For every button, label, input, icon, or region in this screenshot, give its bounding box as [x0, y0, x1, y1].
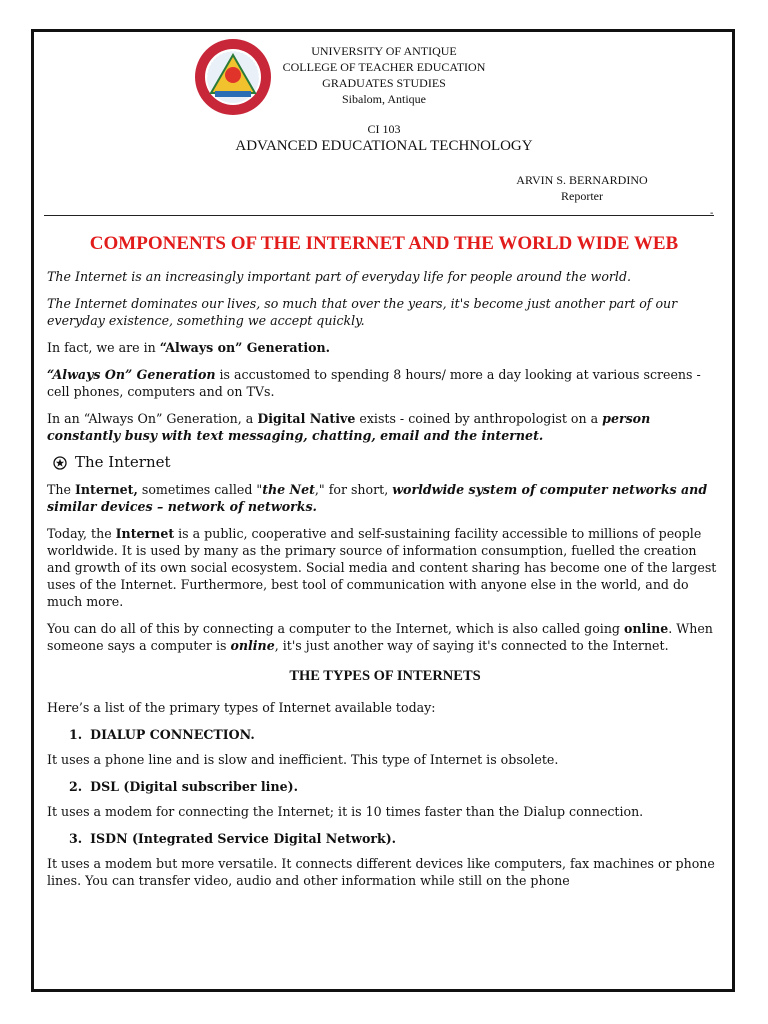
internet-paragraph-2 — [47, 525, 723, 610]
reporter-name: ARVIN S. BERNARDINO — [516, 173, 648, 187]
text-run: ," for short, — [314, 482, 393, 497]
list-item-name: DSL (Digital subscriber line). — [90, 779, 298, 794]
text-run-bold-italic: online — [230, 638, 275, 653]
types-intro: Here’s a list of the primary types of Internet available today: — [47, 700, 436, 715]
text-run: You can do all of this by connecting a computer to the Internet, which is also called going — [47, 621, 624, 636]
college-name: COLLEGE OF TEACHER EDUCATION — [282, 60, 486, 74]
course-code: CI 103 — [367, 122, 401, 136]
text-run: sometimes called " — [137, 482, 263, 497]
star-bullet-icon — [53, 456, 67, 470]
intro-paragraph-2: The Internet dominates our lives, so much that over the years, it's become just another part of our everyday existence, something we accept quickly. — [47, 296, 678, 328]
list-item-description: It uses a modem but more versatile. It connects different devices like computers, fax machines or phone lines. You can transfer video, audio and other information while still on the phone — [47, 856, 715, 888]
internet-paragraph-1 — [47, 481, 723, 515]
header-separator — [44, 215, 714, 216]
text-run: , it's just another way of saying it's connected to the Internet. — [274, 638, 669, 653]
list-item-name: DIALUP CONNECTION. — [90, 727, 255, 742]
list-item — [69, 778, 723, 795]
internet-paragraph-3 — [47, 620, 723, 654]
internet-heading-text: The Internet — [75, 453, 171, 471]
list-number: 2. — [69, 779, 83, 794]
text-run-bold: Internet, — [74, 482, 138, 497]
document-title: COMPONENTS OF THE INTERNET AND THE WORLD WIDE WEB — [89, 233, 679, 254]
text-run-bold-italic: the Net — [262, 482, 315, 497]
course-title: ADVANCED EDUCATIONAL TECHNOLOGY — [235, 138, 533, 154]
text-run: The — [47, 482, 75, 497]
text-run-bold-italic: “Always On” Generation — [47, 367, 216, 382]
text-run: In an “Always On” Generation, a — [47, 411, 258, 426]
text-run: is accustomed to spending 8 hours/ more a day looking at various screens - cell phones, computers and on TVs. — [47, 367, 701, 399]
department-name: GRADUATES STUDIES — [322, 76, 446, 90]
list-item-description: It uses a modem for connecting the Internet; it is 10 times faster than the Dialup connection. — [47, 804, 644, 819]
list-item-name: ISDN (Integrated Service Digital Network). — [90, 831, 397, 846]
text-run-bold: online — [624, 621, 669, 636]
text-run: Today, the — [47, 526, 116, 541]
location: Sibalom, Antique — [342, 92, 426, 106]
intro-paragraph-5 — [47, 410, 723, 444]
list-number: 3. — [69, 831, 83, 846]
separator-end: - — [710, 208, 714, 219]
list-item — [69, 726, 723, 743]
types-heading: THE TYPES OF INTERNETS — [289, 668, 481, 684]
header-block — [180, 43, 588, 107]
document-body — [47, 268, 723, 899]
internet-section-heading — [53, 454, 723, 471]
text-run-bold-italic: worldwide system of computer networks and similar devices – network of networks. — [47, 482, 708, 514]
list-item — [69, 830, 723, 847]
text-run: In fact, we are in — [47, 340, 160, 355]
intro-paragraph-1: The Internet is an increasingly important part of everyday life for people around the world. — [47, 269, 632, 284]
text-run: is a public, cooperative and self-sustaining facility accessible to millions of people worldwide. It is used by many as the primary source of information consumption, fuelled the creation and growth of its own social ecosystem. Social media and content sharing has become one of the largest uses of the Internet. Furthermore, best tool of communication with anyone else in the world, and do much more. — [47, 526, 717, 609]
text-run-bold-italic: person constantly busy with text messaging, chatting, email and the internet. — [47, 411, 651, 443]
text-run-bold: Digital Native — [257, 411, 356, 426]
text-run-bold: “Always on” Generation. — [159, 340, 331, 355]
list-number: 1. — [69, 727, 83, 742]
text-run-bold: Internet — [115, 526, 175, 541]
university-name: UNIVERSITY OF ANTIQUE — [311, 44, 457, 58]
intro-paragraph-4 — [47, 366, 723, 400]
text-run: exists - coined by anthropologist on a — [355, 411, 603, 426]
intro-paragraph-3 — [47, 339, 723, 356]
reporter-role: Reporter — [561, 189, 603, 203]
text-run: . When someone says a computer is — [47, 621, 713, 653]
list-item-description: It uses a phone line and is slow and inefficient. This type of Internet is obsolete. — [47, 752, 559, 767]
